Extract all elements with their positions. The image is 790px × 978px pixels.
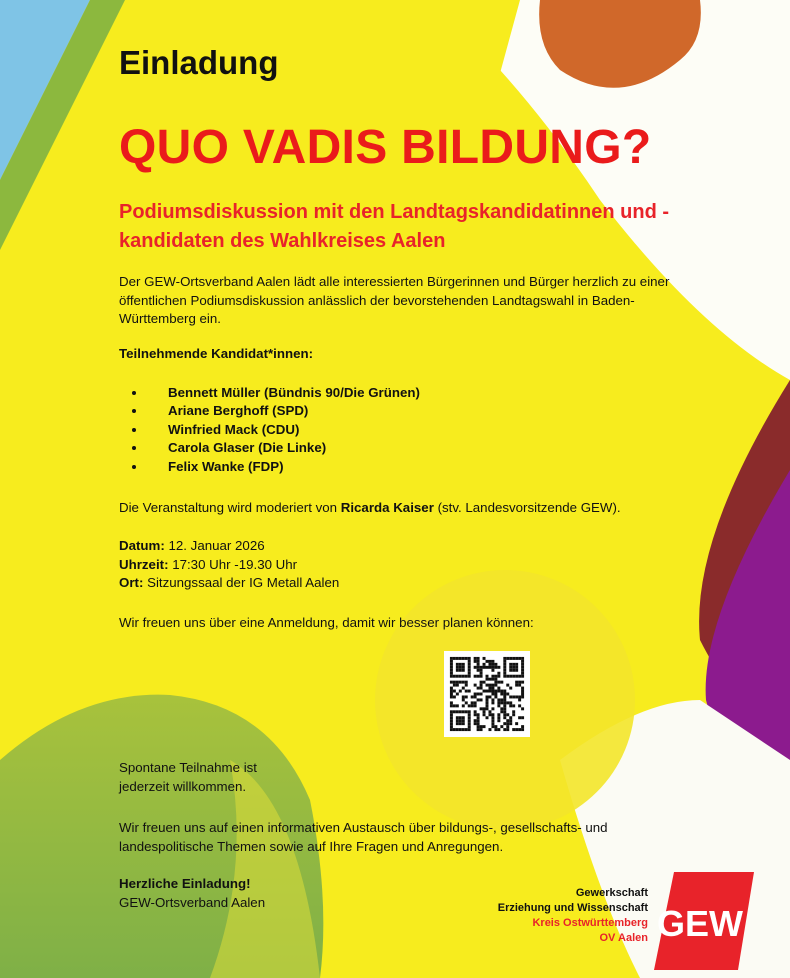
sender: GEW-Ortsverband Aalen	[119, 894, 266, 910]
greeting-block	[119, 875, 265, 912]
date-value: 12. Januar 2026	[164, 538, 265, 553]
gew-logo-icon	[652, 872, 754, 970]
logo-line-1: Gewerkschaft	[575, 887, 648, 899]
logo-line-4: OV Aalen	[599, 932, 648, 944]
logo-line-3: Kreis Ostwürttemberg	[532, 917, 648, 929]
subtitle: Podiumsdiskussion mit den Landtagskandidatinnen und -kandidaten des Wahlkreises Aalen	[119, 201, 670, 252]
qr-code-icon[interactable]	[444, 651, 530, 737]
time-value: 17:30 Uhr -19.30 Uhr	[168, 556, 298, 572]
gew-logo-mark: GEW	[657, 903, 743, 944]
moderator-name: Ricarda Kaiser	[340, 500, 434, 515]
list-item: • Bennett Müller (Bündnis 90/Die Grünen)	[147, 384, 420, 402]
intro-text: Der GEW-Ortsverband Aalen lädt alle interessierten Bürgerinnen und Bürger herzlich zu einer öffentlichen Podiumsdiskussion anlässlich der bevorstehenden Landtagswahl in Baden-Württemberg ein.	[119, 274, 670, 327]
registration-text: Wir freuen uns über eine Anmeldung, damit wir besser planen können:	[119, 615, 534, 630]
date-label: Datum:	[119, 538, 165, 553]
moderation-text: Die Veranstaltung wird moderiert von Ricarda Kaiser (stv. Landesvorsitzende GEW).	[119, 500, 621, 515]
page-title: QUO VADIS BILDUNG?	[119, 121, 652, 174]
candidate-list	[119, 384, 420, 476]
place-label: Ort:	[119, 575, 144, 591]
time-label: Uhrzeit:	[119, 556, 169, 572]
logo-line-2: Erziehung und Wissenschaft	[497, 902, 648, 914]
event-details	[119, 537, 339, 593]
list-item: • Winfried Mack (CDU)	[147, 421, 420, 439]
gew-logo-text	[498, 886, 648, 946]
closing-text: Wir freuen uns auf einen informativen Austausch über bildungs-, gesellschafts- und landespolitische Themen sowie auf Ihre Fragen und Anregungen.	[119, 820, 608, 854]
greeting: Herzliche Einladung!	[119, 876, 251, 891]
heading: Einladung	[119, 44, 279, 81]
list-item: • Ariane Berghoff (SPD)	[147, 402, 420, 420]
candidates-heading: Teilnehmende Kandidat*innen:	[119, 346, 314, 361]
list-item: • Carola Glaser (Die Linke)	[147, 439, 420, 457]
place-value: Sitzungssaal der IG Metall Aalen	[143, 575, 340, 591]
spontaneous-text: Spontane Teilnahme ist jederzeit willkommen.	[119, 760, 257, 794]
list-item: • Felix Wanke (FDP)	[147, 458, 420, 476]
